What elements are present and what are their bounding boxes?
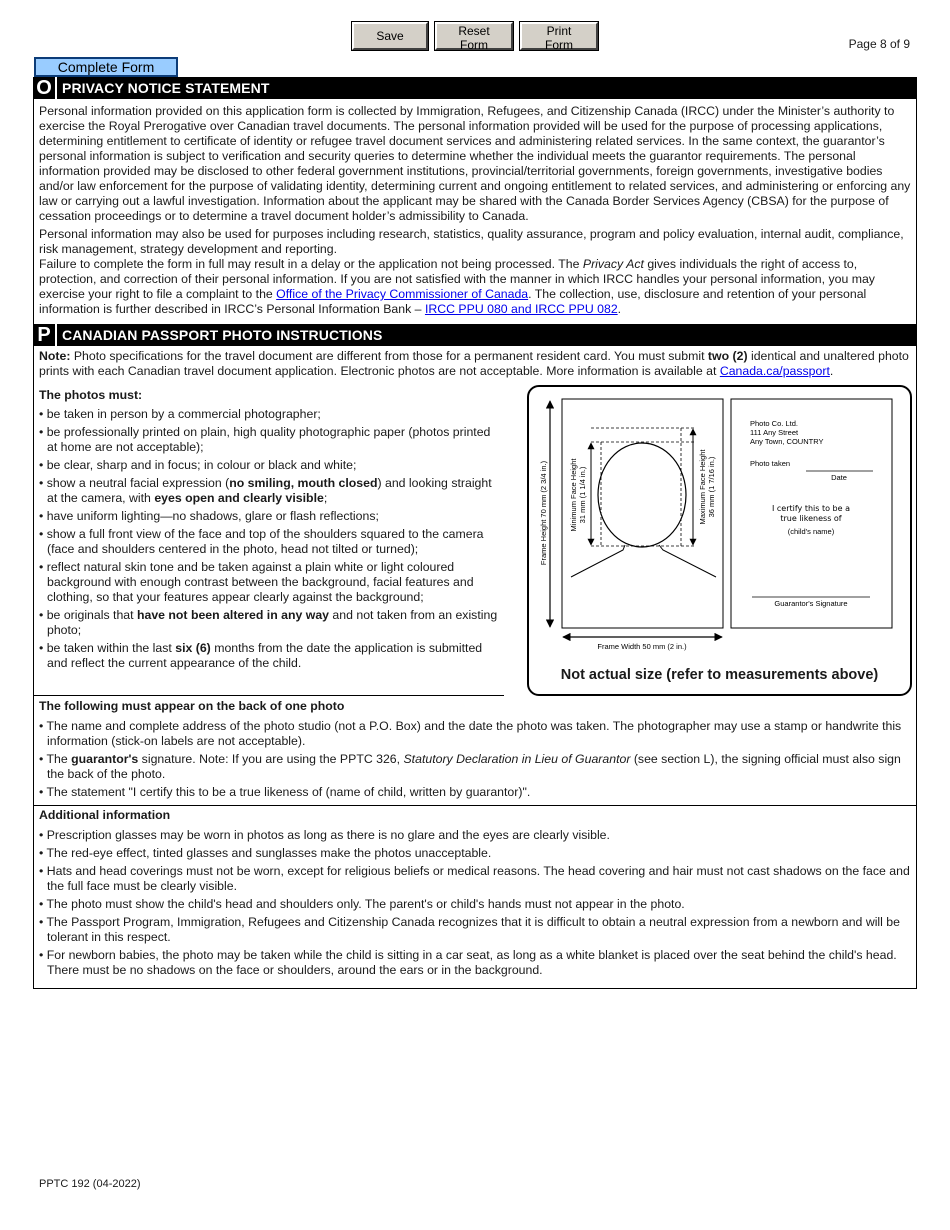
left-shoulder — [571, 545, 625, 577]
photo-requirements-list — [39, 388, 504, 674]
privacy-paragraph-1: Personal information provided on this application form is collected by Immigration, Refugees, and Citizenship Canada (IRCC) under the Minister’s authority to exercise the Royal Prerogative over Canadian travel documents. The personal information provided will be used for the purpose of processing applications, determining entitlement to certificate of identity or refugee travel document services and administering related services. In the same context, the guarantor’s personal information is subject to verification and security queries to determine whether the individual meets the guarantor requirements. The personal information provided may be disclosed to other federal government institutions, provincial/territorial governments, foreign governments, investigative bodies and/or law enforcement for the purpose of validating identity, determining current and ongoing entitlement to related services, and administering or enforcing any law or carrying out a lawful investigation. Information about the applicant may be shared with the Canada Border Services Agency (CBSA) for the purpose of cessation proceedings or to determine a travel document holder’s admissibility to Canada. — [39, 104, 911, 223]
privacy-commissioner-link[interactable]: Office of the Privacy Commissioner of Canada — [276, 287, 529, 301]
divider — [34, 695, 504, 696]
list-item: • Prescription glasses may be worn in photos as long as there is no glare and the eyes are clearly visible. — [39, 828, 610, 842]
studio-street: 111 Any Street — [750, 428, 799, 437]
list-item: • The photo must show the child's head and shoulders only. The parent's or child's hands must not appear in the photo. — [39, 897, 685, 911]
save-button[interactable]: Save — [352, 22, 428, 50]
list-item: • be originals that have not been altered in any way and not taken from an existing photo; — [39, 608, 498, 637]
date-label: Date — [831, 473, 847, 482]
frame-height-label: Frame Height 70 mm (2 3/4 in.) — [539, 460, 548, 566]
min-face-label-2: 31 mm (1 1/4 in.) — [578, 466, 587, 524]
ircc-ppu-link[interactable]: IRCC PPU 080 and IRCC PPU 082 — [424, 302, 618, 316]
privacy-paragraph-2: Personal information may also be used for purposes including research, statistics, quality assurance, program and policy evaluation, internal audit, compliance, risk management, strategy development and reporting. — [39, 227, 904, 256]
list-item: • The Passport Program, Immigration, Refugees and Citizenship Canada recognizes that it is difficult to obtain a neutral expression from a newborn and will be tolerant in this respect. — [39, 915, 900, 944]
max-face-label-2: 36 mm (1 7/16 in.) — [707, 456, 716, 518]
list-item: • be taken in person by a commercial photographer; — [39, 407, 321, 421]
list-item: • show a neutral facial expression (no smiling, mouth closed) and looking straight at the camera, with eyes open and clearly visible; — [39, 476, 492, 505]
list-item: • The name and complete address of the photo studio (not a P.O. Box) and the date the photo was taken. The photographer may use a stamp or handwrite this information (stick-on labels are not acceptable). — [39, 719, 902, 748]
print-form-button[interactable]: Print Form — [520, 22, 598, 50]
list-item: • Hats and head coverings must not be worn, except for religious beliefs or medical reasons. The head covering and hair must not cast shadows on the face and the full face must be clearly visible. — [39, 864, 910, 893]
privacy-notice-text — [39, 104, 911, 317]
section-letter: P — [33, 324, 57, 346]
guarantor-signature-label: Guarantor's Signature — [774, 599, 848, 608]
certify-line-2: true likeness of — [780, 514, 842, 523]
studio-name: Photo Co. Ltd. — [750, 419, 798, 428]
additional-information — [39, 808, 911, 981]
childs-name-label: (child's name) — [787, 527, 835, 536]
max-face-label-1: Maximum Face Height — [698, 449, 707, 525]
min-face-label-1: Minimum Face Height — [569, 458, 578, 532]
certify-line-1: I certify this to be a — [772, 504, 850, 513]
list-item: • For newborn babies, the photo may be taken while the child is sitting in a car seat, as long as a white blanket is placed over the seat behind the child's head. There must be no shadows on the face or shoulders, around the ears or in the background. — [39, 948, 897, 977]
form-toolbar — [352, 22, 598, 50]
section-letter: O — [33, 77, 57, 99]
canada-passport-link[interactable]: Canada.ca/passport — [719, 364, 830, 378]
right-shoulder — [659, 545, 716, 577]
list-item: • The red-eye effect, tinted glasses and sunglasses make the photos unacceptable. — [39, 846, 492, 860]
section-title: PRIVACY NOTICE STATEMENT — [62, 80, 270, 96]
section-p-header — [33, 324, 917, 346]
list-heading: Additional information — [39, 808, 171, 822]
section-title: CANADIAN PASSPORT PHOTO INSTRUCTIONS — [62, 327, 383, 343]
list-item: • The statement "I certify this to be a true likeness of (name of child, written by guarantor)". — [39, 785, 531, 799]
list-item: • have uniform lighting—no shadows, glare or flash reflections; — [39, 509, 379, 523]
photo-diagram-box — [527, 385, 912, 696]
complete-form-button[interactable]: Complete Form — [34, 57, 178, 77]
list-heading: The following must appear on the back of one photo — [39, 699, 345, 713]
reset-form-button[interactable]: Reset Form — [435, 22, 513, 50]
frame-width-label: Frame Width 50 mm (2 in.) — [597, 642, 687, 651]
privacy-paragraph-3: Failure to complete the form in full may result in a delay or the application not being processed. The Privacy Act gives individuals the right of access to, protection, and correction of their personal information. If you are not satisfied with the manner in which IRCC handles your personal information, you may exercise your right to file a complaint to the Office of the Privacy Commissioner of Canada. The collection, use, disclosure and retention of your personal information is further described in IRCC’s Personal Information Bank – IRCC PPU 080 and IRCC PPU 082. — [39, 257, 875, 316]
form-code: PPTC 192 (04-2022) — [39, 1178, 141, 1190]
list-item: • The guarantor's signature. Note: If you are using the PPTC 326, Statutory Declaration in Lieu of Guarantor (see section L), the signing official must also sign the back of the photo. — [39, 752, 901, 781]
section-o-header — [33, 77, 917, 99]
list-heading: The photos must: — [39, 388, 143, 402]
list-item: • be clear, sharp and in focus; in colour or black and white; — [39, 458, 357, 472]
photo-taken-label: Photo taken — [750, 459, 791, 468]
photo-back-requirements — [39, 699, 911, 803]
photo-diagram — [529, 387, 910, 694]
page-number: Page 8 of 9 — [848, 37, 910, 51]
divider — [34, 805, 916, 806]
studio-town: Any Town, COUNTRY — [750, 437, 824, 446]
head-outline — [598, 443, 686, 547]
photo-diagram-caption: Not actual size (refer to measurements above) — [560, 667, 879, 683]
list-item: • be professionally printed on plain, high quality photographic paper (photos printed at home are not acceptable); — [39, 425, 491, 454]
photo-note: Note: Photo specifications for the travel document are different from those for a permanent resident card. You must submit two (2) identical and unaltered photo prints with each Canadian travel document application. Electronic photos are not acceptable. More information is available at Canada.ca/passport. — [39, 349, 909, 378]
list-item: • show a full front view of the face and top of the shoulders squared to the camera (face and shoulders centered in the photo, head not tilted or turned); — [39, 527, 484, 556]
list-item: • reflect natural skin tone and be taken against a plain white or light coloured background with enough contrast between the background, facial features and clothing, so that your features appear clearly against the background; — [39, 560, 474, 604]
list-item: • be taken within the last six (6) months from the date the application is submitted and reflect the current appearance of the child. — [39, 641, 483, 670]
